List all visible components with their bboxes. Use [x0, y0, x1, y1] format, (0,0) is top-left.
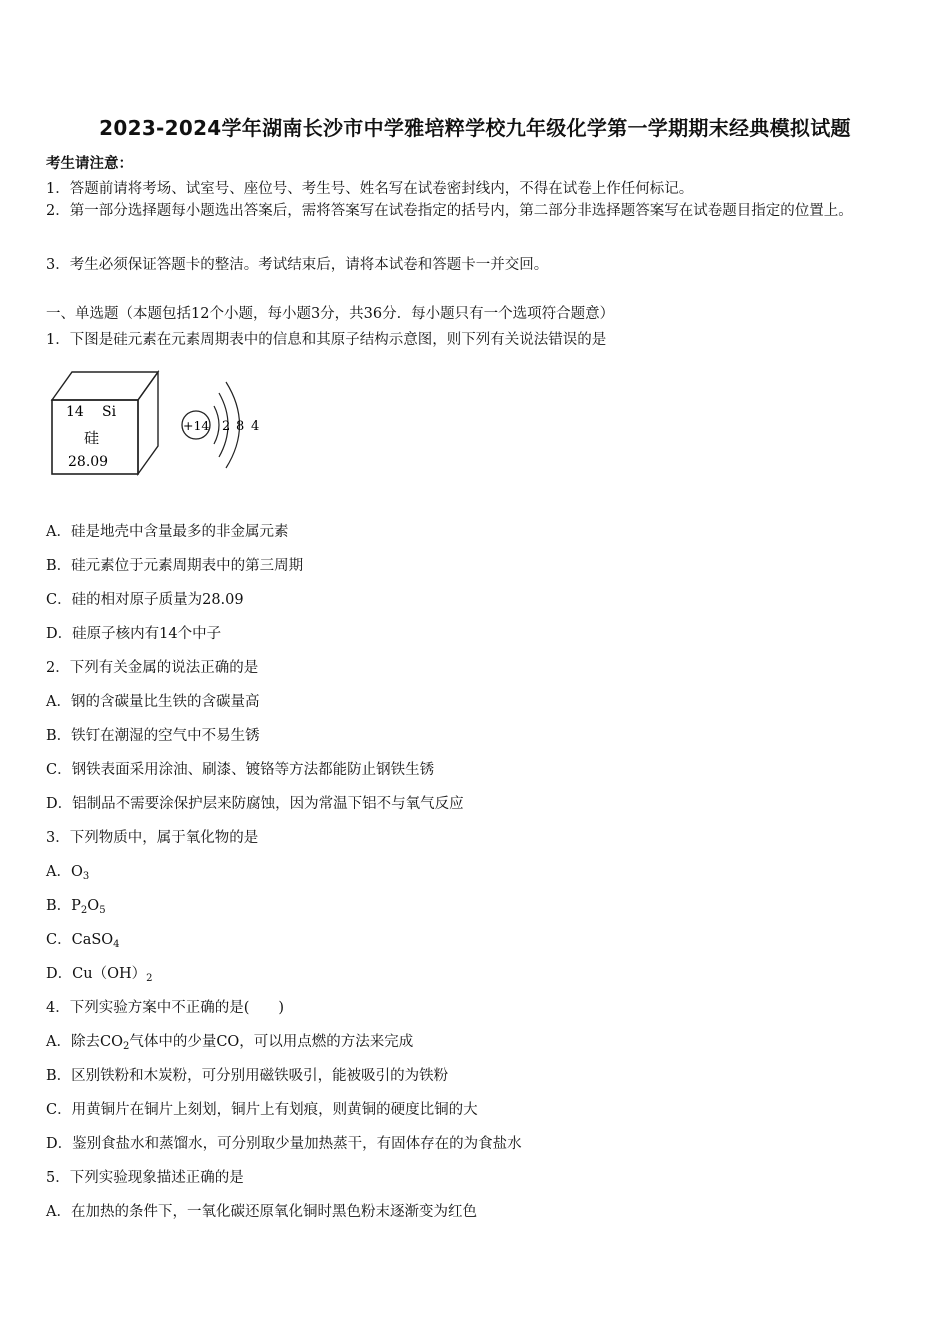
exam-title: 2023-2024学年湖南长沙市中学雅培粹学校九年级化学第一学期期末经典模拟试题 [99, 116, 851, 140]
question-5-stem: 5．下列实验现象描述正确的是 [46, 1170, 244, 1186]
q3-option-d: D．$Cu(OH)_2$ [46, 966, 153, 984]
question-1-stem: 1．下图是硅元素在元素周期表中的信息和其原子结构示意图，则下列有关说法错误的是 [46, 332, 607, 348]
notice-item-3: 3．考生必须保证答题卡的整洁。考试结束后，请将本试卷和答题卡一并交回。 [46, 257, 549, 273]
notice-item-1: 1．答题前请将考场、试室号、座位号、考生号、姓名写在试卷密封线内，不得在试卷上作任何标记。 [46, 181, 694, 197]
shell-arc-1 [214, 406, 219, 444]
question-4-stem: 4．下列实验方案中不正确的是( ) [46, 1000, 285, 1016]
q4-option-d: D．鉴别食盐水和蒸馏水，可分别取少量加热蒸干，有固体存在的为食盐水 [46, 1136, 522, 1152]
q2-option-a: A．钢的含碳量比生铁的含碳量高 [46, 694, 260, 710]
notice-item-2: 2．第一部分选择题每小题选出答案后，需将答案写在试卷指定的括号内，第二部分非选择题答案写在试卷题目指定的位置上。 [46, 203, 853, 219]
shell-electrons-2: 8 [236, 419, 245, 434]
element-symbol: Si [102, 404, 117, 420]
q3-option-b: B．$P_2O_5$ [46, 898, 106, 916]
q4-option-a: A．除去$CO_2$气体中的少量CO，可以用点燃的方法来完成 [46, 1034, 414, 1052]
q1-option-a: A．硅是地壳中含量最多的非金属元素 [46, 524, 289, 540]
q5-option-a: A．在加热的条件下，一氧化碳还原氧化铜时黑色粉末逐渐变为红色 [46, 1204, 477, 1220]
atomic-number: 14 [66, 404, 84, 420]
q3-option-a: A．$O_3$ [46, 864, 90, 882]
q1-option-b: B．硅元素位于元素周期表中的第三周期 [46, 558, 304, 574]
notice-heading: 考生请注意： [46, 155, 133, 172]
cube-side [138, 372, 158, 474]
q2-option-c: C．钢铁表面采用涂油、刷漆、镀铬等方法都能防止钢铁生锈 [46, 762, 435, 778]
question-3-stem: 3．下列物质中，属于氧化物的是 [46, 830, 259, 846]
shell-electrons-1: 2 [222, 419, 231, 434]
q2-option-b: B．铁钉在潮湿的空气中不易生锈 [46, 728, 260, 744]
silicon-element-diagram [48, 366, 278, 484]
silicon-figure [48, 366, 278, 484]
element-name: 硅 [84, 429, 100, 447]
section-heading: 一、单选题（本题包括12个小题，每小题3分，共36分．每小题只有一个选项符合题意） [46, 306, 615, 322]
cube-top [52, 372, 158, 400]
shell-electrons-3: 4 [251, 419, 260, 434]
atomic-mass: 28.09 [68, 454, 109, 470]
q4-option-c: C．用黄铜片在铜片上刻划，铜片上有划痕，则黄铜的硬度比铜的大 [46, 1102, 478, 1118]
q3-option-c: C．CaSO$_4$ [46, 932, 120, 950]
question-2-stem: 2．下列有关金属的说法正确的是 [46, 660, 259, 676]
q4-option-b: B．区别铁粉和木炭粉，可分别用磁铁吸引，能被吸引的为铁粉 [46, 1068, 449, 1084]
q2-option-d: D．铝制品不需要涂保护层来防腐蚀，因为常温下铝不与氧气反应 [46, 796, 464, 812]
q1-option-d: D．硅原子核内有14个中子 [46, 626, 222, 642]
nucleus-charge: +14 [183, 418, 210, 433]
q1-option-c: C．硅的相对原子质量为28.09 [46, 592, 244, 608]
